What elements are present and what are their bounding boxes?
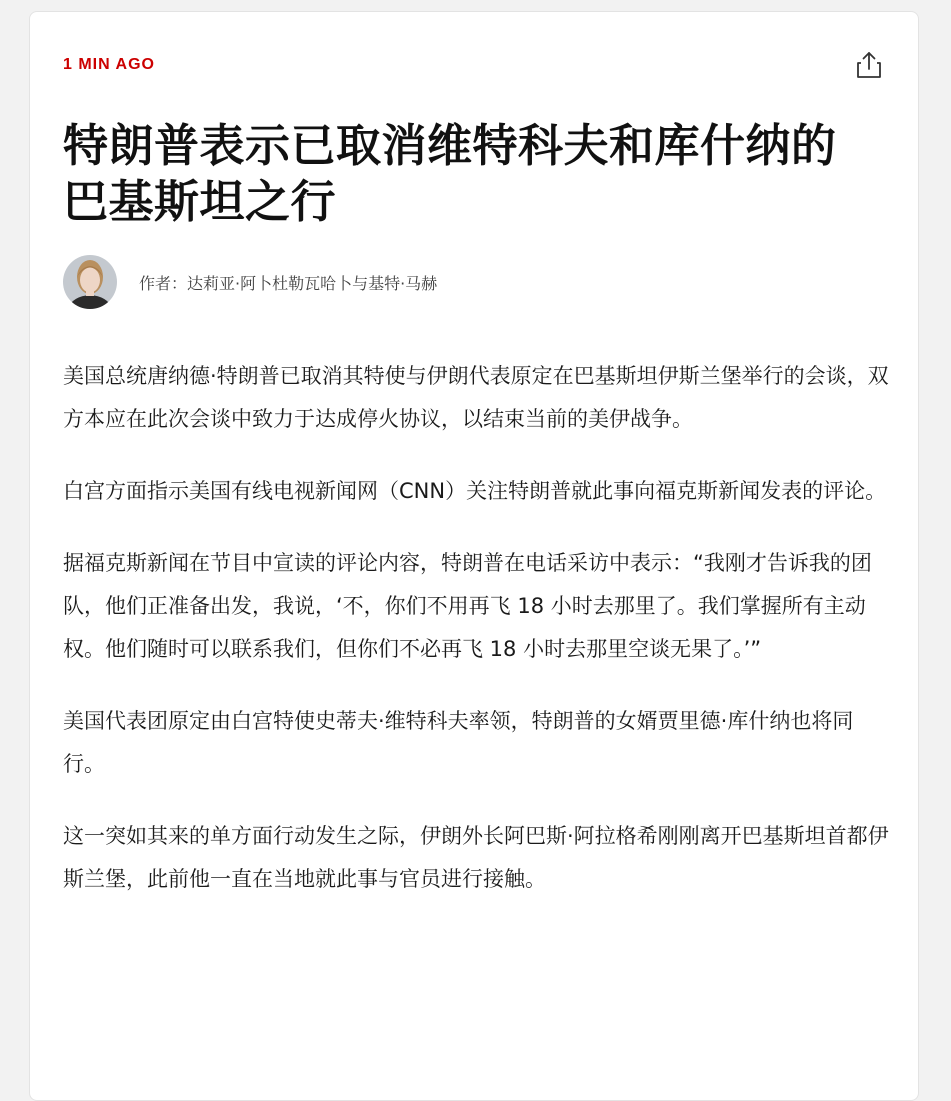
paragraph: 据福克斯新闻在节目中宣读的评论内容，特朗普在电话采访中表示：“我刚才告诉我的团队，他们正准备出发，我说，‘不，你们不用再飞 18 小时去那里了。我们掌握所有主动权。他们随时可以联系我们，但你们不必再飞 18 小时去那里空谈无果了。’” xyxy=(63,551,872,661)
author-photo-icon xyxy=(63,255,117,309)
article-card xyxy=(29,11,919,1101)
byline-text: 作者：达莉亚·阿卜杜勒瓦哈卜与基特·马赫 xyxy=(139,273,438,293)
paragraph: 美国代表团原定由白宫特使史蒂夫·维特科夫率领，特朗普的女婿贾里德·库什纳也将同行。 xyxy=(63,709,854,776)
paragraph: 这一突如其来的单方面行动发生之际，伊朗外长阿巴斯·阿拉格希刚刚离开巴基斯坦首都伊斯兰堡，此前他一直在当地就此事与官员进行接触。 xyxy=(63,824,889,891)
author-avatar[interactable] xyxy=(63,255,117,309)
share-icon xyxy=(854,50,884,80)
paragraph: 美国总统唐纳德·特朗普已取消其特使与伊朗代表原定在巴基斯坦伊斯兰堡举行的会谈，双方本应在此次会谈中致力于达成停火协议，以结束当前的美伊战争。 xyxy=(63,364,889,431)
share-button[interactable] xyxy=(854,50,884,80)
timestamp-label: 1 MIN AGO xyxy=(63,56,155,73)
byline xyxy=(63,254,437,310)
article-headline: 特朗普表示已取消维特科夫和库什纳的巴基斯坦之行 xyxy=(63,119,837,228)
paragraph: 白宫方面指示美国有线电视新闻网（CNN）关注特朗普就此事向福克斯新闻发表的评论。 xyxy=(63,479,887,503)
article-body xyxy=(63,355,889,930)
